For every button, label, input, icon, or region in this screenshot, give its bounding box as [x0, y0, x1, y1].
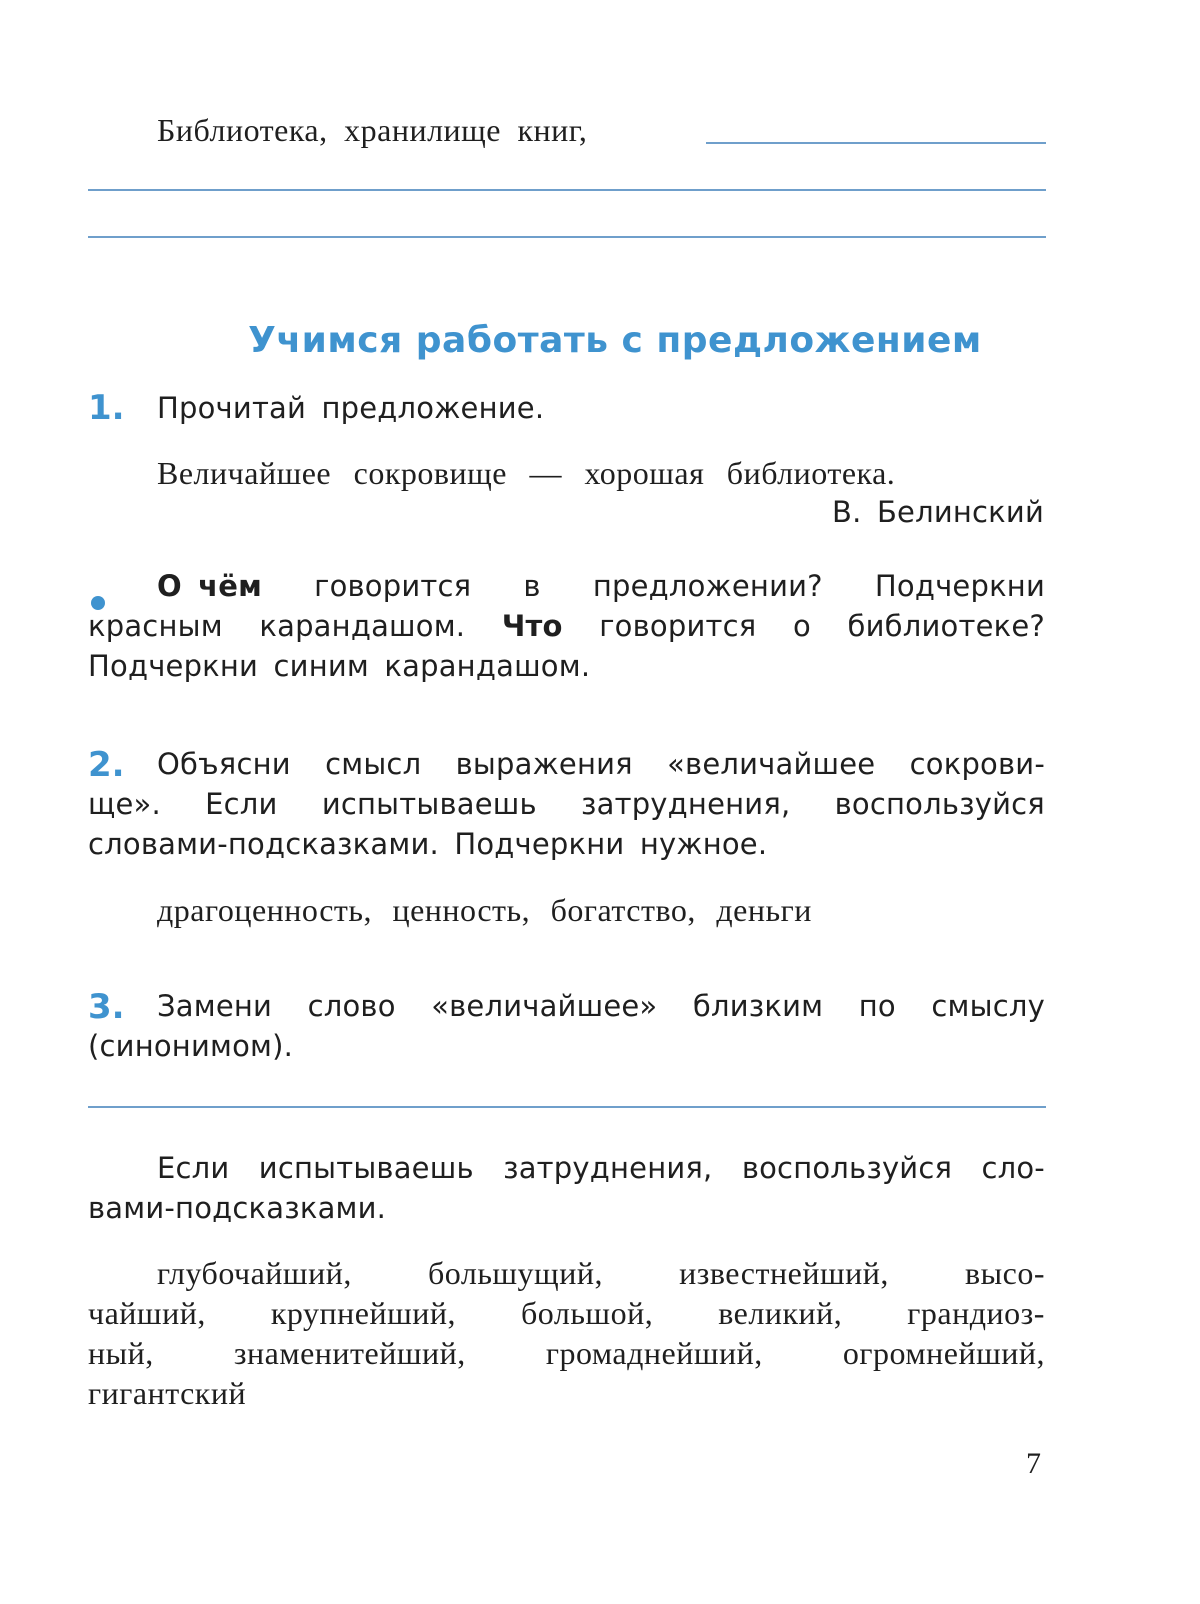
task1-question-line3: Подчеркни синим карандашом.	[88, 649, 591, 683]
task3-line2: (синонимом).	[88, 1029, 294, 1063]
word: красным	[88, 609, 223, 643]
word: смысл	[325, 747, 422, 781]
task3-words-line4: гигантский	[88, 1375, 247, 1411]
task3-help-line1	[157, 1151, 1045, 1185]
task2-hints: драгоценность, ценность, богатство, деньги	[157, 892, 812, 928]
word: испытываешь	[258, 1151, 474, 1185]
word: «величайшее	[667, 747, 876, 781]
word: предложении?	[592, 569, 823, 603]
word: большой,	[521, 1295, 654, 1331]
word: сокрови-	[909, 747, 1045, 781]
word: известнейший,	[679, 1255, 889, 1291]
word: затруднения,	[581, 787, 791, 821]
word: громаднейший,	[545, 1335, 763, 1371]
word: высо-	[965, 1255, 1045, 1291]
word: близким	[692, 989, 824, 1023]
word: в	[523, 569, 541, 603]
word: говорится	[314, 569, 472, 603]
task1-instruction: Прочитай предложение.	[157, 391, 545, 425]
answer-line-3[interactable]	[88, 236, 1046, 238]
answer-line-1[interactable]	[706, 142, 1046, 144]
word: говорится	[599, 609, 757, 643]
task1-quote: Величайшее сокровище — хорошая библиотека.	[157, 455, 896, 491]
word: Подчеркни	[874, 569, 1045, 603]
task3-number: 3.	[88, 987, 125, 1027]
word: ще».	[88, 787, 161, 821]
task3-words-line3	[88, 1335, 1045, 1372]
emphasis-chto: Что	[501, 609, 563, 643]
task2-line2	[88, 787, 1045, 821]
word: воспользуйся	[834, 787, 1045, 821]
word: глубочайший,	[157, 1255, 352, 1291]
word: знаменитейший,	[233, 1335, 466, 1371]
task1-author: В. Белинский	[832, 495, 1044, 529]
task3-words-line2	[88, 1295, 1045, 1332]
word: карандашом.	[259, 609, 466, 643]
word: грандиоз-	[907, 1295, 1045, 1331]
word: затруднения,	[503, 1151, 713, 1185]
task2-line3: словами-подсказками. Подчеркни нужное.	[88, 827, 768, 861]
task1-question-line1	[157, 569, 1045, 603]
task2-number: 2.	[88, 745, 125, 785]
word: великий,	[718, 1295, 843, 1331]
task3-line1	[157, 989, 1045, 1023]
word: сло-	[981, 1151, 1045, 1185]
word: Если	[205, 787, 278, 821]
answer-line-4[interactable]	[88, 1106, 1046, 1108]
word: слово	[307, 989, 396, 1023]
word: ный,	[88, 1335, 154, 1371]
top-text: Библиотека, хранилище книг,	[157, 112, 588, 148]
bullet-icon	[91, 596, 105, 610]
task2-line1	[157, 747, 1045, 781]
answer-line-2[interactable]	[88, 189, 1046, 191]
emphasis-o-chem: О чём	[157, 569, 263, 603]
page-number: 7	[1026, 1447, 1042, 1480]
word: библиотеке?	[847, 609, 1045, 643]
word: большущий,	[427, 1255, 603, 1291]
task3-words-line1	[157, 1255, 1045, 1292]
word: огромнейший,	[842, 1335, 1045, 1371]
task1-question-line2	[88, 609, 1045, 643]
word: Замени	[157, 989, 273, 1023]
word: испытываешь	[321, 787, 537, 821]
word: чайший,	[88, 1295, 206, 1331]
word: смыслу	[931, 989, 1045, 1023]
task3-help-line2: вами-подсказками.	[88, 1191, 387, 1225]
word: выражения	[455, 747, 633, 781]
task1-number: 1.	[88, 388, 125, 428]
word: по	[858, 989, 896, 1023]
word: о	[792, 609, 811, 643]
word: крупнейший,	[270, 1295, 456, 1331]
word: «величайшее»	[431, 989, 658, 1023]
word: воспользуйся	[741, 1151, 953, 1185]
word: Объясни	[157, 747, 291, 781]
section-title: Учимся работать с предложением	[248, 320, 982, 361]
word: Если	[157, 1151, 230, 1185]
